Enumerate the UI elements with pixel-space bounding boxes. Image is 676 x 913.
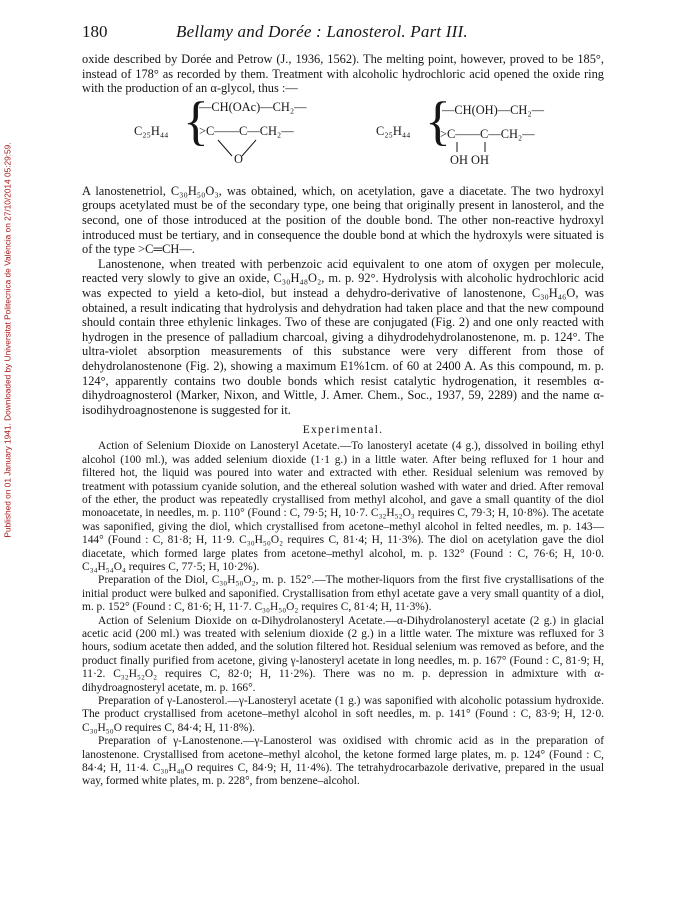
running-title: Bellamy and Dorée : Lanosterol. Part III. <box>176 22 468 41</box>
reaction-scheme <box>82 90 604 178</box>
experimental-paragraph-5: Preparation of γ-Lanostenone.—γ-Lanosterol was oxidised with chromic acid as in the preparation of lanostenone. Crystallised from acetone–methyl alcohol, the ketone formed large plates, m. p. 124° (Found : C, 84·4; H, 11·4. C₃₀H₄₈O requires C, 84·9; H, 11·4%). The tetrahydrocarbazole derivative, prepared in the usual way, formed white plates, m. p. 228°, from benzene–alcohol. <box>82 735 604 788</box>
download-watermark-text: Published on 01 January 1941. Downloaded by Universitat Politecnica de València on 27/10/2014 05:29:59. <box>3 142 13 538</box>
download-watermark <box>2 70 14 610</box>
discussion-paragraph-1: A lanostenetriol, C₃₀H₅₀O₃, was obtained, which, on acetylation, gave a diacetate. The two hydroxyl groups acetylated must be of the secondary type, one being that originally present in lanosterol, and the second, one of those introduced at the position of the double bond. The other non-reactive hydroxyl introduced must be tertiary, and in consequence the double bond at which the hydroxyls were situated is of the type >C═CH—. <box>82 183 604 257</box>
experimental-paragraph-3: Action of Selenium Dioxide on α-Dihydrolanosteryl Acetate.—α-Dihydrolanosteryl acetate (2 g.) in glacial acetic acid (200 ml.) was treated with selenium dioxide (2 g.) in a little water. The mixture was refluxed for 3 hours, sodium acetate then added, and the solution filtered hot. Residual selenium was removed as before, and the product finally purified from acetone, giving γ-lanosteryl acetate in long needles, m. p. 167° (Found : C, 81·9; H, 11·2. C₃₂H₅₂O₂ requires C, 82·0; H, 11·2%). There was no m. p. depression in admixture with α-dihydroagnosteryl acetate, m. p. 166°. <box>82 614 604 694</box>
discussion-paragraph-2: Lanostenone, when treated with perbenzoic acid equivalent to one atom of oxygen per molecule, reacted very slowly to give an oxide, C₃₀H₄₈O₂, m. p. 92°. Hydrolysis with alcoholic hydrochloric acid was expected to yield a keto-diol, but instead a dehydro-derivative of lanostenone, C₃₀H₄₆O, was obtained, a result indicating that hydrolysis and dehydration had taken place and that the new compound should contain three ethylenic linkages. Two of these are conjugated (Fig. 2) and one only reacted with hydrogen in the presence of palladium charcoal, giving a dihydrodehydrolanostenone, m. p. 124°. The ultra-violet absorption measurements of this substance were very different from those of dehydrolanostenone (Fig. 2), showing a maximum E1%1cm. of 60 at 2400 A. As this compound, m. p. 124°, apparently contains two double bonds which resist catalytic hydrogenation, it resembles α-dihydroagnosterol (Marker, Nixon, and Wittle, J. Amer. Chem., Soc., 1937, 59, 2289) and the name α-isodihydroagnostenone is suggested for it. <box>82 256 604 417</box>
formula-left-prefix: C₂₅H₄₄ <box>134 123 169 138</box>
experimental-paragraph-4: Preparation of γ-Lanosterol.—γ-Lanosteryl acetate (1 g.) was saponified with alcoholic potassium hydroxide. The product crystallised from acetone–methyl alcohol in soft needles, m. p. 141° (Found : C, 83·9; H, 12·0. C₃₀H₅₀O requires C, 84·4; H, 11·8%). <box>82 695 604 734</box>
experimental-section <box>82 440 604 789</box>
page-content <box>82 52 604 789</box>
formula-left-mid: >C——C—CH₂— <box>199 123 294 138</box>
experimental-paragraph-1: Action of Selenium Dioxide on Lanosteryl Acetate.—To lanosteryl acetate (4 g.), dissolved in boiling ethyl alcohol (100 ml.), was added selenium dioxide (1·1 g.) in a little water. After being refluxed for 1 hour and filtered hot, the liquid was poured into water and extracted with ether. Residual selenium was removed by treatment with potassium cyanide solution, and the ethereal solution washed with water and dried. After removal of the ether, the product was repeatedly crystallised from methyl alcohol, and gave a small quantity of the diol monoacetate, in needles, m. p. 110° (Found : C, 79·5; H, 10·7. C₃₂H₅₂O₃ requires C, 79·3; H, 10·8%). The acetate was saponified, giving the diol, which crystallised from acetone–methyl alcohol in felted needles, m. p. 143—144° (Found : C, 81·8; H, 11·9. C₃₀H₅₀O₂ requires C, 81·4; H, 11·3%). The diol on acetylation gave the diol diacetate, which formed large plates from acetone–methyl alcohol, m. p. 132° (Found : C, 76·6; H, 10·0. C₃₄H₅₄O₄ requires C, 77·5; H, 10·2%). <box>82 440 604 573</box>
formula-right-hydroxyls: OH OH <box>450 152 489 167</box>
intro-paragraph: oxide described by Dorée and Petrow (J., 1936, 1562). The melting point, however, proved to be 185°, instead of 178° as recorded by them. Treatment with alcoholic hydrochloric acid opened the oxide ring with the production of an α-glycol, thus :— <box>82 52 604 96</box>
formula-right-top: —CH(OH)—CH₂— <box>442 102 545 117</box>
formula-left-brace: { <box>183 90 209 151</box>
formula-left-top: —CH(OAc)—CH₂— <box>199 99 307 114</box>
formula-right-brace: { <box>425 90 451 151</box>
page-number: 180 <box>82 22 108 41</box>
formula-epoxide-o: O <box>234 151 243 166</box>
formula-right-mid: >C——C—CH₂— <box>440 126 535 141</box>
section-heading: Experimental. <box>302 424 384 437</box>
experimental-paragraph-2: Preparation of the Diol, C₃₀H₅₀O₂, m. p. 152°.—The mother-liquors from the first five crystallisations of the initial product were bulked and saponified. Crystallisation from ethyl acetate gave a very small quantity of a diol, m. p. 152° (Found : C, 81·6; H, 11·7. C₃₀H₅₀O₂ requires C, 81·4; H, 11·3%). <box>82 574 604 614</box>
formula-right-prefix: C₂₅H₄₄ <box>376 123 411 138</box>
page-header <box>82 22 604 42</box>
